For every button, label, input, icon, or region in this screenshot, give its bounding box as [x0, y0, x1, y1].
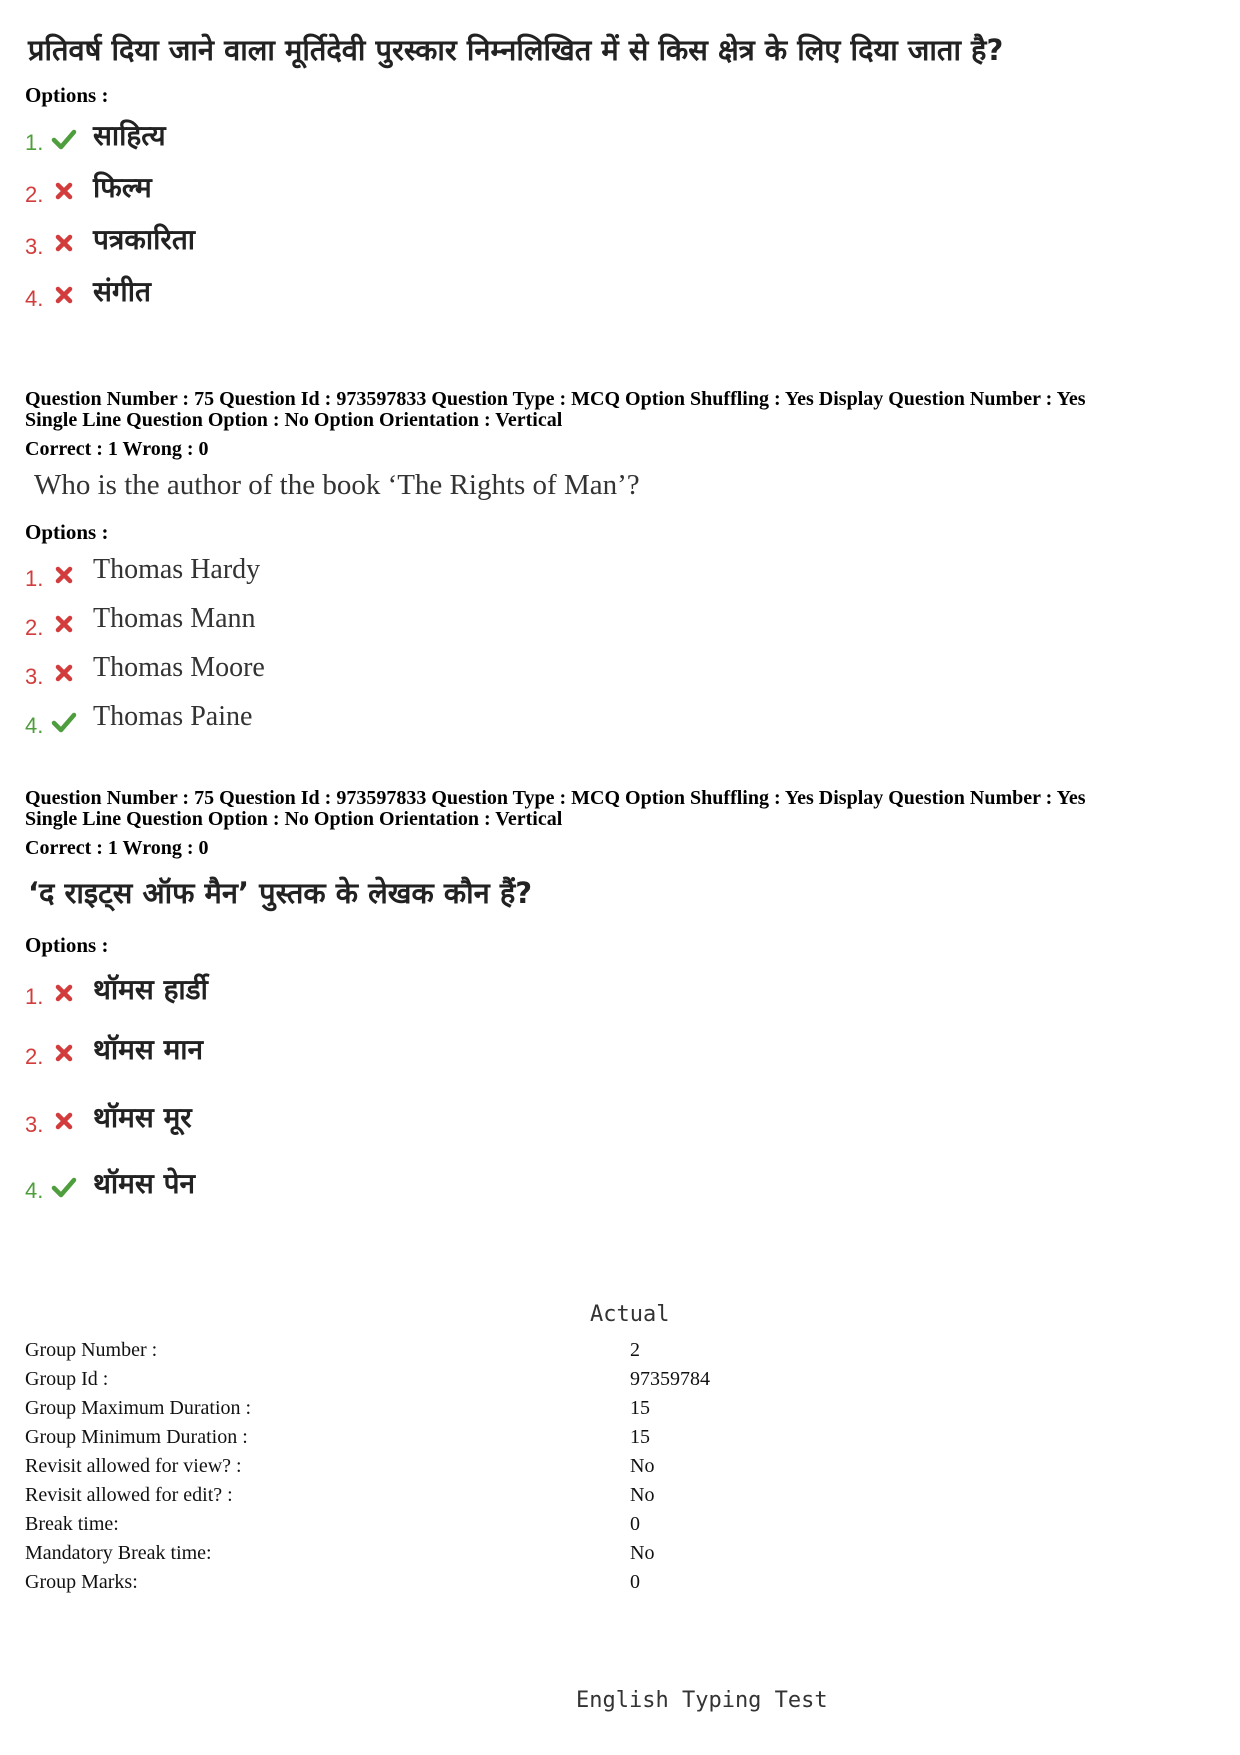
question-1-text: प्रतिवर्ष दिया जाने वाला मूर्तिदेवी पुरस्कार निम्नलिखित में से किस क्षेत्र के लिए दिया जाता है? — [28, 33, 1004, 67]
question-meta-2-line3: Correct : 1 Wrong : 0 — [25, 438, 209, 460]
check-icon — [51, 126, 77, 152]
option-text: फिल्म — [93, 171, 152, 204]
group-row-value: 0 — [630, 1571, 640, 1593]
option-number: 2. — [25, 1044, 44, 1069]
question-3-text: ‘द राइट्स ऑफ मैन’ पुस्तक के लेखक कौन हैं? — [28, 876, 533, 910]
group-row-key: Group Minimum Duration : — [25, 1426, 248, 1448]
option-number: 3. — [25, 664, 44, 689]
cross-icon — [51, 282, 77, 308]
options-label-3: Options : — [25, 933, 109, 957]
option-text: संगीत — [93, 275, 151, 308]
option-1-4 — [25, 272, 725, 318]
group-row-value: 15 — [630, 1397, 650, 1419]
group-row-key: Group Number : — [25, 1339, 158, 1361]
group-row-value: 0 — [630, 1513, 640, 1535]
option-1-2 — [25, 168, 725, 214]
option-text: थॉमस मूर — [93, 1101, 192, 1134]
group-row-value: No — [630, 1542, 655, 1564]
check-icon — [51, 1174, 77, 1200]
group-row-key: Break time: — [25, 1513, 119, 1535]
group-row — [25, 1426, 825, 1455]
cross-icon — [51, 660, 77, 686]
group-row-value: 2 — [630, 1339, 640, 1361]
group-row — [25, 1484, 825, 1513]
group-row — [25, 1368, 825, 1397]
option-text: Thomas Moore — [93, 652, 265, 683]
option-3-1 — [25, 970, 725, 1016]
option-number: 2. — [25, 182, 44, 207]
option-text: साहित्य — [93, 119, 166, 152]
option-number: 2. — [25, 615, 44, 640]
option-number: 3. — [25, 234, 44, 259]
check-icon — [51, 709, 77, 735]
option-number: 1. — [25, 566, 44, 591]
option-number: 4. — [25, 713, 44, 738]
option-3-4 — [25, 1164, 725, 1210]
cross-icon — [51, 178, 77, 204]
group-row — [25, 1455, 825, 1484]
option-2-1 — [25, 552, 725, 598]
options-label-2: Options : — [25, 520, 109, 544]
option-number: 4. — [25, 1178, 44, 1203]
option-1-3 — [25, 220, 725, 266]
option-text: Thomas Paine — [93, 701, 253, 732]
cross-icon — [51, 562, 77, 588]
option-text: Thomas Mann — [93, 603, 256, 634]
group-row-value: No — [630, 1484, 655, 1506]
option-2-3 — [25, 650, 725, 696]
option-3-2 — [25, 1030, 725, 1076]
option-number: 3. — [25, 1112, 44, 1137]
group-row-key: Revisit allowed for edit? : — [25, 1484, 233, 1506]
question-2-text: Who is the author of the book ‘The Rights of Man’? — [34, 469, 640, 501]
option-2-4 — [25, 699, 725, 745]
option-text: थॉमस पेन — [93, 1167, 196, 1200]
cross-icon — [51, 1108, 77, 1134]
question-meta-3-line1: Question Number : 75 Question Id : 973597833 Question Type : MCQ Option Shuffling : Yes Display Question Number : Yes — [25, 787, 1086, 809]
group-row — [25, 1571, 825, 1600]
group-row-value: 97359784 — [630, 1368, 710, 1390]
option-3-3 — [25, 1098, 725, 1144]
group-row-key: Group Marks: — [25, 1571, 138, 1593]
group-row-value: No — [630, 1455, 655, 1477]
cross-icon — [51, 1040, 77, 1066]
option-text: पत्रकारिता — [93, 223, 196, 256]
section-title-english-typing-test: English Typing Test — [576, 1688, 828, 1713]
question-meta-2-line1: Question Number : 75 Question Id : 973597833 Question Type : MCQ Option Shuffling : Yes Display Question Number : Yes — [25, 388, 1086, 410]
group-section-title: Actual — [590, 1302, 670, 1327]
options-label-1: Options : — [25, 83, 109, 107]
option-text: Thomas Hardy — [93, 554, 261, 585]
cross-icon — [51, 230, 77, 256]
group-row — [25, 1542, 825, 1571]
question-meta-3-line3: Correct : 1 Wrong : 0 — [25, 837, 209, 859]
group-row-key: Mandatory Break time: — [25, 1542, 212, 1564]
question-meta-2-line2: Single Line Question Option : No Option Orientation : Vertical — [25, 409, 563, 431]
group-row — [25, 1339, 825, 1368]
group-row-key: Group Maximum Duration : — [25, 1397, 252, 1419]
option-1-1 — [25, 116, 725, 162]
option-text: थॉमस हार्डी — [93, 973, 208, 1006]
group-row — [25, 1513, 825, 1542]
option-number: 1. — [25, 130, 44, 155]
option-number: 1. — [25, 984, 44, 1009]
group-row-value: 15 — [630, 1426, 650, 1448]
group-row-key: Revisit allowed for view? : — [25, 1455, 242, 1477]
cross-icon — [51, 980, 77, 1006]
question-meta-3-line2: Single Line Question Option : No Option Orientation : Vertical — [25, 808, 563, 830]
group-row-key: Group Id : — [25, 1368, 109, 1390]
option-2-2 — [25, 601, 725, 647]
option-number: 4. — [25, 286, 44, 311]
cross-icon — [51, 611, 77, 637]
option-text: थॉमस मान — [93, 1033, 204, 1066]
group-row — [25, 1397, 825, 1426]
